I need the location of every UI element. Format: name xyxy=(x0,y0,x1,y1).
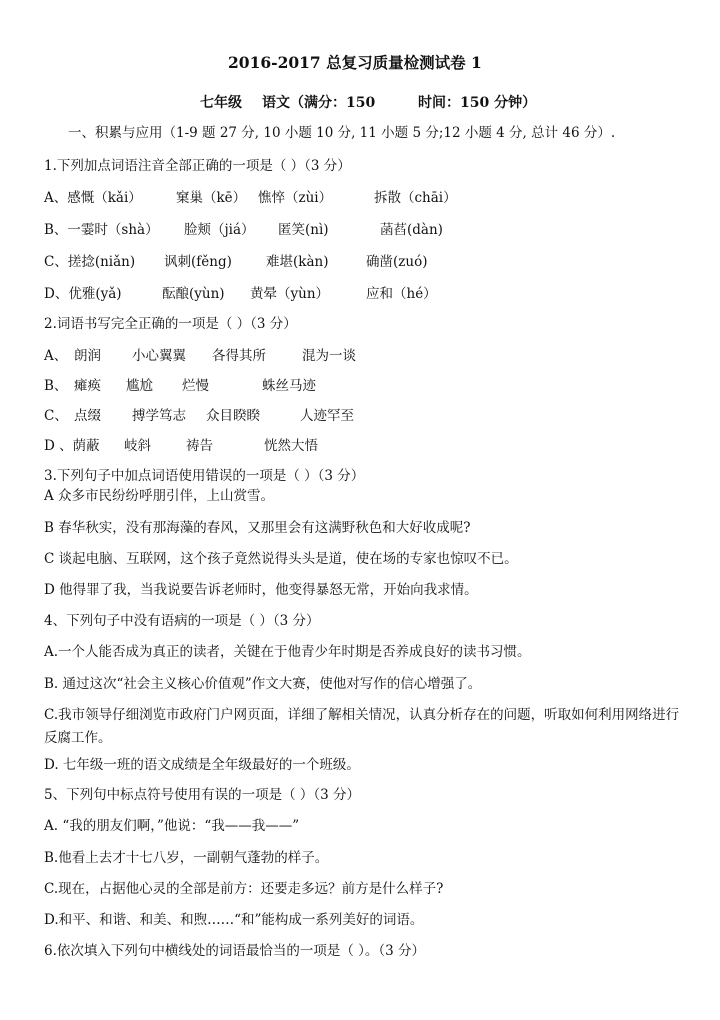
question-2-stem: 2.词语书写完全正确的一项是（ ）（3 分） xyxy=(44,316,297,332)
question-3-option-b: B 春华秋实，没有那海藻的春风，又那里会有这满野秋色和大好收成呢? xyxy=(44,520,471,536)
option-item: 菡萏(dàn) xyxy=(380,222,443,238)
option-item: C、搓捻(niǎn) xyxy=(44,254,136,270)
option-item: 黄晕（yùn） xyxy=(250,286,330,302)
question-4-option-c: C.我市领导仔细浏览市政府门户网页面，详细了解相关情况，认真分析存在的问题，听取如何利用网络进行反腐工作。 xyxy=(44,707,680,746)
subject-label: 语文（满分：150 xyxy=(262,95,376,111)
option-item: 蛛丝马迹 xyxy=(262,378,316,394)
option-item: 人迹罕至 xyxy=(300,408,354,424)
option-item: 恍然大悟 xyxy=(264,438,318,454)
option-item: 憔悴（zùi） xyxy=(258,190,333,206)
option-item: A、感慨（kǎi） xyxy=(44,190,142,206)
option-item: 朗润 xyxy=(74,348,101,364)
option-item: 烂慢 xyxy=(182,378,209,394)
option-item: D 、荫蔽 xyxy=(44,438,100,454)
question-4-option-b: B. 通过这次“社会主义核心价值观”作文大赛，使他对写作的信心增强了。 xyxy=(44,676,482,692)
option-item: 窠巢（kē） xyxy=(176,190,247,206)
option-item: 众目睽睽 xyxy=(206,408,260,424)
option-item: 瘫痪 xyxy=(74,378,101,394)
page-title: 2016-2017 总复习质量检测试卷 1 xyxy=(228,53,482,72)
option-letter: B、 xyxy=(44,378,68,394)
option-item: 匿笑(nì) xyxy=(278,222,329,238)
question-3-option-c: C 谈起电脑、互联网，这个孩子竟然说得头头是道，使在场的专家也惊叹不已。 xyxy=(44,551,518,567)
option-item: 点缀 xyxy=(74,408,101,424)
question-3-option-a: A 众多市民纷纷呼朋引伴，上山赏雪。 xyxy=(44,488,275,504)
question-5-option-a: A. “我的朋友们啊，”他说：“我——我——” xyxy=(44,818,300,834)
question-6-stem: 6.依次填入下列句中横线处的词语最恰当的一项是（ ）。（3 分） xyxy=(44,943,426,959)
option-letter: C、 xyxy=(44,408,68,424)
option-item: 搏学笃志 xyxy=(132,408,186,424)
option-item: 各得其所 xyxy=(212,348,266,364)
option-item: 应和（hé） xyxy=(366,286,437,302)
question-5-option-b: B.他看上去才十七八岁，一副朝气蓬勃的样子。 xyxy=(44,850,329,866)
option-item: 拆散（chāi） xyxy=(374,190,457,206)
question-1-stem: 1.下列加点词语注音全部正确的一项是（ ）（3 分） xyxy=(44,158,351,174)
option-item: D、优雅(yǎ) xyxy=(44,286,122,302)
option-item: 讽刺(fěng) xyxy=(164,254,232,270)
option-item: 酝酿(yùn) xyxy=(162,286,225,302)
question-3-stem: 3.下列句子中加点词语使用错误的一项是（ ）（3 分） xyxy=(44,468,365,484)
option-item: 岐斜 xyxy=(124,438,151,454)
option-item: 确凿(zuó) xyxy=(366,254,428,270)
option-item: 脸颊（jiá） xyxy=(184,222,255,238)
option-letter: A、 xyxy=(44,348,68,364)
question-4-option-d: D. 七年级一班的语文成绩是全年级最好的一个班级。 xyxy=(44,757,360,773)
question-5-stem: 5、下列句中标点符号使用有误的一项是（ ）（3 分） xyxy=(44,787,361,803)
section-heading: 一、积累与应用（1-9 题 27 分, 10 小题 10 分, 11 小题 5 分;12 小题 4 分, 总计 46 分）. xyxy=(68,125,616,141)
question-4-stem: 4、下列句子中没有语病的一项是（ ）（3 分） xyxy=(44,613,320,629)
time-label: 时间：150 分钟） xyxy=(418,95,537,111)
question-4-option-a: A.一个人能否成为真正的读者，关键在于他青少年时期是否养成良好的读书习惯。 xyxy=(44,644,531,660)
question-5-option-d: D.和平、和谐、和美、和煦……“和”能构成一系列美好的词语。 xyxy=(44,912,424,928)
grade-label: 七年级 xyxy=(200,95,242,111)
option-item: 小心翼翼 xyxy=(132,348,186,364)
question-5-option-c: C.现在，占据他心灵的全部是前方：还要走多远？前方是什么样子? xyxy=(44,881,444,897)
option-item: B、一霎时（shà） xyxy=(44,222,159,238)
option-item: 祷告 xyxy=(186,438,213,454)
option-item: 混为一谈 xyxy=(302,348,356,364)
option-item: 尴尬 xyxy=(126,378,153,394)
option-item: 难堪(kàn) xyxy=(266,254,329,270)
question-3-option-d: D 他得罪了我，当我说要告诉老师时，他变得暴怒无常，开始向我求情。 xyxy=(44,582,478,598)
